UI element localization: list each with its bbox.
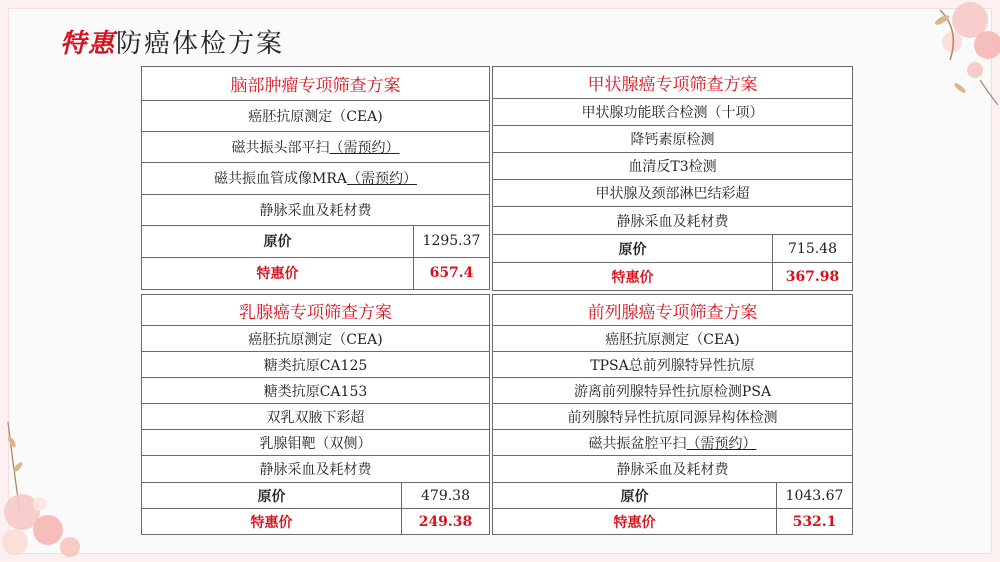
table-row (493, 180, 853, 207)
item-text: 癌胚抗原测定（CEA) (248, 109, 383, 126)
item-text: 乳腺钼靶（双侧） (259, 435, 372, 452)
table-heading: 乳腺癌专项筛查方案 (142, 295, 490, 326)
item-text: 糖类抗原CA125 (263, 357, 368, 374)
original-price-label: 原价 (142, 225, 414, 257)
table-row (493, 378, 853, 404)
prostate-cancer-screening-table (492, 294, 853, 535)
table-row (142, 326, 490, 352)
item-text: 癌胚抗原测定（CEA) (248, 331, 383, 348)
item-text: 降钙素原检测 (630, 132, 715, 148)
item-text: TPSA总前列腺特异性抗原 (590, 357, 755, 374)
table-row (493, 153, 853, 180)
special-price-value: 657.4 (414, 257, 490, 289)
item-text: 磁共振头部平扫 (231, 140, 330, 157)
appointment-note: （需预约） (686, 435, 757, 452)
brain-tumor-screening-table (141, 66, 490, 290)
special-price-value: 249.38 (402, 509, 490, 535)
page-title (60, 26, 284, 62)
item-text: 静脉采血及耗材费 (259, 462, 372, 478)
table-row (493, 404, 853, 430)
original-price-value: 479.38 (402, 483, 490, 509)
original-price-value: 1295.37 (414, 225, 490, 257)
original-price-label: 原价 (142, 483, 402, 509)
table-row (142, 132, 490, 163)
special-price-label: 特惠价 (142, 257, 414, 289)
special-price-label: 特惠价 (493, 263, 773, 291)
item-text: 甲状腺及颈部淋巴结彩超 (595, 186, 750, 202)
table-row (493, 126, 853, 153)
breast-cancer-screening-table (141, 294, 490, 535)
item-text: 糖类抗原CA153 (263, 383, 368, 400)
item-text: 静脉采血及耗材费 (616, 213, 729, 230)
item-text: 双乳双腋下彩超 (266, 409, 365, 426)
table-row (142, 404, 490, 430)
special-price-label: 特惠价 (142, 509, 402, 535)
table-row (142, 163, 490, 194)
item-text: 静脉采血及耗材费 (259, 202, 372, 219)
flower-decoration-top-right (880, 0, 1000, 110)
page-title-rest: 防癌体检方案 (116, 29, 285, 59)
table-row (493, 326, 853, 352)
table-row (493, 456, 853, 483)
thyroid-cancer-screening-table (492, 66, 853, 291)
item-text: 游离前列腺特异性抗原检测PSA (573, 383, 772, 400)
page-title-highlight: 特惠 (60, 29, 117, 59)
table-row (142, 378, 490, 404)
item-text: 静脉采血及耗材费 (616, 462, 729, 478)
special-price-value: 532.1 (777, 509, 853, 535)
original-price-label: 原价 (493, 483, 777, 509)
table-row (493, 207, 853, 235)
table-row (493, 352, 853, 378)
table-row (142, 352, 490, 378)
item-text: 甲状腺功能联合检测（十项） (581, 105, 764, 121)
appointment-note: （需预约） (329, 140, 400, 157)
table-row (142, 430, 490, 456)
original-price-label: 原价 (493, 235, 773, 263)
appointment-note: （需预约） (347, 171, 417, 188)
item-text: 癌胚抗原测定（CEA) (605, 331, 740, 348)
table-heading: 前列腺癌专项筛查方案 (493, 295, 853, 326)
table-row (493, 99, 853, 126)
item-text: 血清反T3检测 (628, 159, 717, 175)
table-row (142, 101, 490, 132)
table-row (142, 194, 490, 225)
original-price-value: 715.48 (773, 235, 853, 263)
table-row (142, 456, 490, 483)
item-text: 前列腺特异性抗原同源异构体检测 (567, 409, 778, 426)
flower-decoration-bottom-left (0, 412, 110, 562)
original-price-value: 1043.67 (777, 483, 853, 509)
special-price-label: 特惠价 (493, 509, 777, 535)
item-text: 磁共振血管成像MRA (214, 171, 347, 188)
table-heading: 甲状腺癌专项筛查方案 (493, 67, 853, 99)
table-row (493, 430, 853, 456)
item-text: 磁共振盆腔平扫 (588, 435, 687, 452)
special-price-value: 367.98 (773, 263, 853, 291)
table-heading: 脑部肿瘤专项筛查方案 (142, 67, 490, 101)
